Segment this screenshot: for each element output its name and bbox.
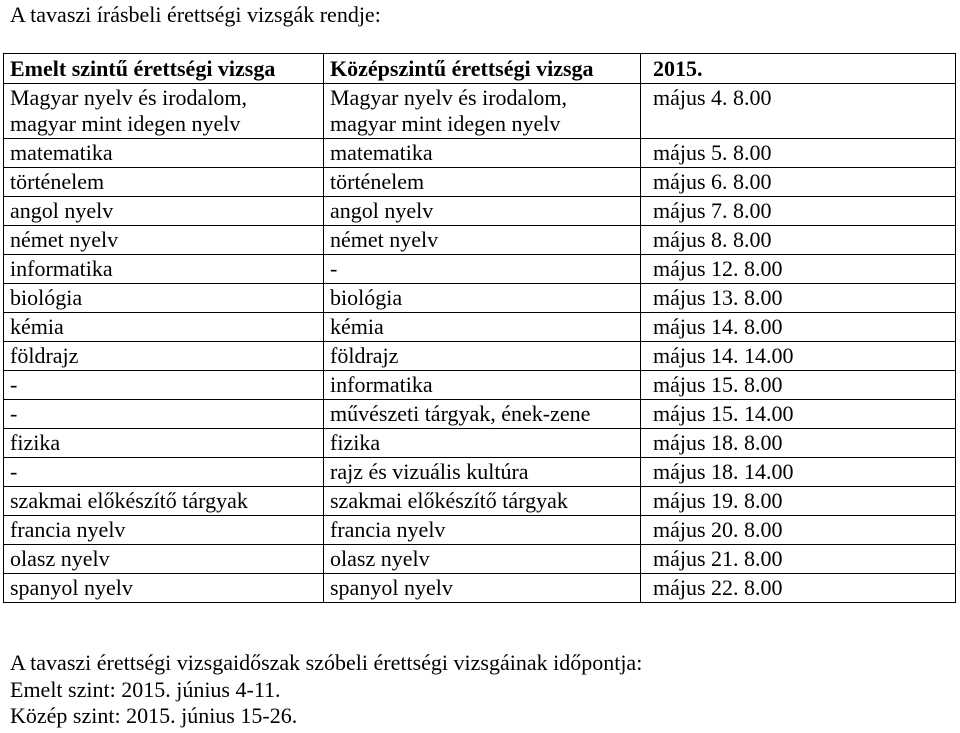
cell-emelt: biológia [4,284,324,313]
cell-line: magyar mint idegen nyelv [10,111,241,136]
cell-line: Magyar nyelv és irodalom, [10,85,248,110]
table-header-row [4,54,956,84]
table-row [4,371,956,400]
cell-emelt: német nyelv [4,226,324,255]
table-row [4,574,956,603]
table-row [4,284,956,313]
cell-emelt: angol nyelv [4,197,324,226]
table-row [4,197,956,226]
cell-kozep: olasz nyelv [324,545,641,574]
cell-kozep: földrajz [324,342,641,371]
cell-kozep: francia nyelv [324,516,641,545]
cell-date: május 22. 8.00 [641,574,956,603]
cell-kozep: kémia [324,313,641,342]
cell-emelt: matematika [4,139,324,168]
cell-date: május 6. 8.00 [641,168,956,197]
cell-emelt: kémia [4,313,324,342]
cell-kozep: angol nyelv [324,197,641,226]
cell-date: május 21. 8.00 [641,545,956,574]
table-row [4,168,956,197]
cell-kozep: német nyelv [324,226,641,255]
cell-kozep: szakmai előkészítő tárgyak [324,487,641,516]
oral-exam-info [10,650,642,730]
cell-date: május 14. 14.00 [641,342,956,371]
cell-kozep: informatika [324,371,641,400]
page-heading: A tavaszi írásbeli érettségi vizsgák rendje: [10,2,381,27]
cell-emelt: történelem [4,168,324,197]
exam-schedule-table [3,53,956,603]
header-date: 2015. [641,54,956,84]
oral-kozep: Közép szint: 2015. június 15-26. [10,703,298,728]
cell-emelt: - [4,458,324,487]
cell-line: magyar mint idegen nyelv [330,111,561,136]
header-kozep: Középszintű érettségi vizsga [324,54,641,84]
cell-emelt: spanyol nyelv [4,574,324,603]
cell-date: május 15. 14.00 [641,400,956,429]
cell-date: május 12. 8.00 [641,255,956,284]
cell-emelt: földrajz [4,342,324,371]
table-row [4,84,956,139]
cell-date [641,84,956,139]
cell-kozep: történelem [324,168,641,197]
cell-kozep: művészeti tárgyak, ének-zene [324,400,641,429]
table-row [4,226,956,255]
cell-emelt: szakmai előkészítő tárgyak [4,487,324,516]
cell-line: május 4. 8.00 [653,85,772,110]
oral-title: A tavaszi érettségi vizsgaidőszak szóbeli érettségi vizsgáinak időpontja: [10,650,643,675]
cell-date: május 20. 8.00 [641,516,956,545]
table-row [4,139,956,168]
table-row [4,255,956,284]
cell-emelt: fizika [4,429,324,458]
cell-date: május 18. 14.00 [641,458,956,487]
cell-kozep [324,84,641,139]
cell-kozep: matematika [324,139,641,168]
cell-date: május 5. 8.00 [641,139,956,168]
cell-date: május 19. 8.00 [641,487,956,516]
table-row [4,429,956,458]
cell-kozep: fizika [324,429,641,458]
cell-kozep: biológia [324,284,641,313]
cell-emelt: - [4,371,324,400]
cell-emelt: - [4,400,324,429]
table-row [4,342,956,371]
cell-kozep: spanyol nyelv [324,574,641,603]
table-row [4,458,956,487]
table-row [4,487,956,516]
cell-date: május 8. 8.00 [641,226,956,255]
oral-emelt: Emelt szint: 2015. június 4-11. [10,676,281,702]
table-row [4,545,956,574]
header-emelt: Emelt szintű érettségi vizsga [4,54,324,84]
table-row [4,400,956,429]
cell-emelt: francia nyelv [4,516,324,545]
cell-date: május 15. 8.00 [641,371,956,400]
table-row [4,313,956,342]
cell-emelt: olasz nyelv [4,545,324,574]
cell-date: május 13. 8.00 [641,284,956,313]
cell-line: Magyar nyelv és irodalom, [330,85,568,110]
table-row [4,516,956,545]
cell-emelt: informatika [4,255,324,284]
cell-kozep: rajz és vizuális kultúra [324,458,641,487]
cell-kozep: - [324,255,641,284]
cell-date: május 14. 8.00 [641,313,956,342]
cell-emelt [4,84,324,139]
cell-date: május 18. 8.00 [641,429,956,458]
cell-date: május 7. 8.00 [641,197,956,226]
